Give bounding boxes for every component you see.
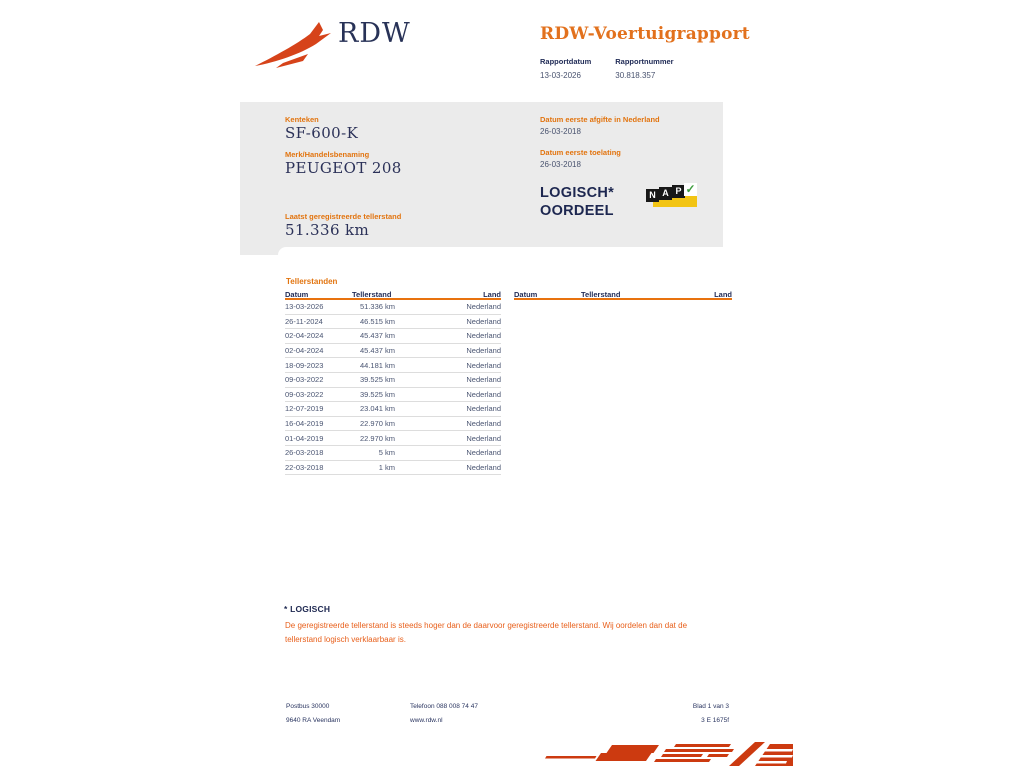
nap-logo [646, 183, 698, 210]
col-header-tellerstand: Tellerstand [352, 290, 392, 299]
report-meta [540, 57, 674, 80]
col-header-tellerstand: Tellerstand [581, 290, 621, 299]
table-row [285, 373, 501, 388]
report-number-label: Rapportnummer [615, 57, 674, 66]
table-cell-land: Nederland [466, 316, 501, 326]
table-row [285, 344, 501, 359]
table-cell-tellerstand: 5 km [378, 448, 395, 458]
table-header-row [285, 290, 501, 300]
footnote-title: * LOGISCH [284, 604, 331, 614]
kenteken-label: Kenteken [285, 115, 319, 124]
oordeel-verdict [540, 184, 614, 220]
oordeel-line2: OORDEEL [540, 203, 614, 219]
table-cell-land: Nederland [466, 375, 501, 385]
footnote-text: De geregistreerde tellerstand is steeds hoger dan de daarvoor geregistreerde tellerstand. Wij oordelen dan dat de tellerstand logisch verklaarbaar is. [285, 621, 688, 644]
table-cell-tellerstand: 46.515 km [359, 316, 395, 326]
table-cell-datum: 01-04-2019 [285, 433, 324, 443]
footer-address-line1: Postbus 30000 [286, 703, 330, 710]
nap-checkmark-icon: ✓ [685, 182, 696, 196]
page-title: RDW-Voertuigrapport [540, 24, 750, 44]
table-cell-datum: 13-03-2026 [285, 302, 324, 312]
table-row [285, 417, 501, 432]
nap-letter-a: A [659, 187, 672, 200]
table-cell-land: Nederland [466, 346, 501, 356]
footer-address-line2: 9640 RA Veendam [286, 717, 341, 724]
table-cell-tellerstand: 45.437 km [359, 346, 395, 356]
nap-letter-p: P [672, 185, 685, 198]
table-cell-datum: 12-07-2019 [285, 404, 324, 414]
footer-contact [410, 700, 478, 728]
footer-form-code: 3 E 1675f [701, 717, 729, 724]
table-cell-datum: 02-04-2024 [285, 346, 324, 356]
table-cell-datum: 09-03-2022 [285, 389, 324, 399]
tellerstand-label: Laatst geregistreerde tellerstand [285, 212, 402, 221]
table-cell-land: Nederland [466, 331, 501, 341]
table-cell-tellerstand: 51.336 km [359, 302, 395, 312]
kenteken-value: SF-600-K [285, 124, 359, 142]
table-cell-land: Nederland [466, 360, 501, 370]
toelating-label: Datum eerste toelating [540, 148, 621, 157]
col-header-land: Land [714, 290, 732, 299]
table-row [285, 431, 501, 446]
nap-letter-n: N [646, 189, 659, 202]
table-cell-datum: 02-04-2024 [285, 331, 324, 341]
toelating-value: 26-03-2018 [540, 160, 581, 169]
rdw-bird-logo-icon [253, 16, 335, 74]
table-cell-tellerstand: 22.970 km [359, 419, 395, 429]
rdw-logo-text: RDW [338, 18, 411, 49]
table-row [285, 315, 501, 330]
tellerstanden-title: Tellerstanden [286, 277, 338, 286]
table-row [285, 388, 501, 403]
merk-label: Merk/Handelsbenaming [285, 150, 370, 159]
merk-value: PEUGEOT 208 [285, 159, 402, 177]
tellerstanden-table-right [514, 290, 732, 300]
table-cell-datum: 16-04-2019 [285, 419, 324, 429]
table-cell-datum: 09-03-2022 [285, 375, 324, 385]
oordeel-line1: LOGISCH* [540, 185, 615, 201]
table-cell-datum: 18-09-2023 [285, 360, 324, 370]
report-date-block [540, 57, 591, 80]
report-number-block [615, 57, 673, 80]
table-row [285, 358, 501, 373]
col-header-land: Land [483, 290, 501, 299]
report-number-value: 30.818.357 [615, 71, 656, 80]
table-cell-tellerstand: 45.437 km [359, 331, 395, 341]
table-row [285, 402, 501, 417]
footer-website[interactable]: www.rdw.nl [410, 717, 443, 724]
summary-box-notch [278, 247, 723, 255]
table-cell-tellerstand: 39.525 km [359, 389, 395, 399]
table-cell-land: Nederland [466, 433, 501, 443]
table-cell-land: Nederland [466, 448, 501, 458]
table-cell-datum: 26-11-2024 [285, 316, 323, 326]
table-cell-land: Nederland [466, 302, 501, 312]
col-header-datum: Datum [285, 290, 309, 299]
table-cell-tellerstand: 1 km [378, 462, 395, 472]
table-row [285, 329, 501, 344]
table-cell-tellerstand: 39.525 km [359, 375, 395, 385]
footer-page-info [600, 700, 729, 728]
table-cell-datum: 26-03-2018 [285, 448, 324, 458]
col-header-datum: Datum [514, 290, 538, 299]
table-row [285, 300, 501, 315]
footer-stripes-graphic [543, 740, 793, 768]
table-cell-land: Nederland [466, 419, 501, 429]
table-cell-datum: 22-03-2018 [285, 462, 324, 472]
footer-phone: Telefoon 088 008 74 47 [410, 703, 478, 710]
footer-page-number: Blad 1 van 3 [692, 703, 729, 710]
table-cell-tellerstand: 44.181 km [359, 360, 395, 370]
table-cell-tellerstand: 23.041 km [359, 404, 395, 414]
table-cell-land: Nederland [466, 404, 501, 414]
table-row [285, 461, 501, 476]
table-cell-land: Nederland [466, 389, 501, 399]
table-cell-tellerstand: 22.970 km [359, 433, 395, 443]
table-body [285, 300, 501, 475]
report-date-value: 13-03-2026 [540, 71, 581, 80]
footer-address [286, 700, 340, 728]
afgifte-value: 26-03-2018 [540, 127, 581, 136]
tellerstanden-table-left [285, 290, 501, 475]
afgifte-label: Datum eerste afgifte in Nederland [540, 115, 660, 124]
report-date-label: Rapportdatum [540, 57, 592, 66]
tellerstand-value: 51.336 km [285, 221, 370, 239]
table-header-row [514, 290, 732, 300]
table-cell-land: Nederland [466, 462, 501, 472]
vehicle-summary-box [240, 102, 723, 255]
table-row [285, 446, 501, 461]
